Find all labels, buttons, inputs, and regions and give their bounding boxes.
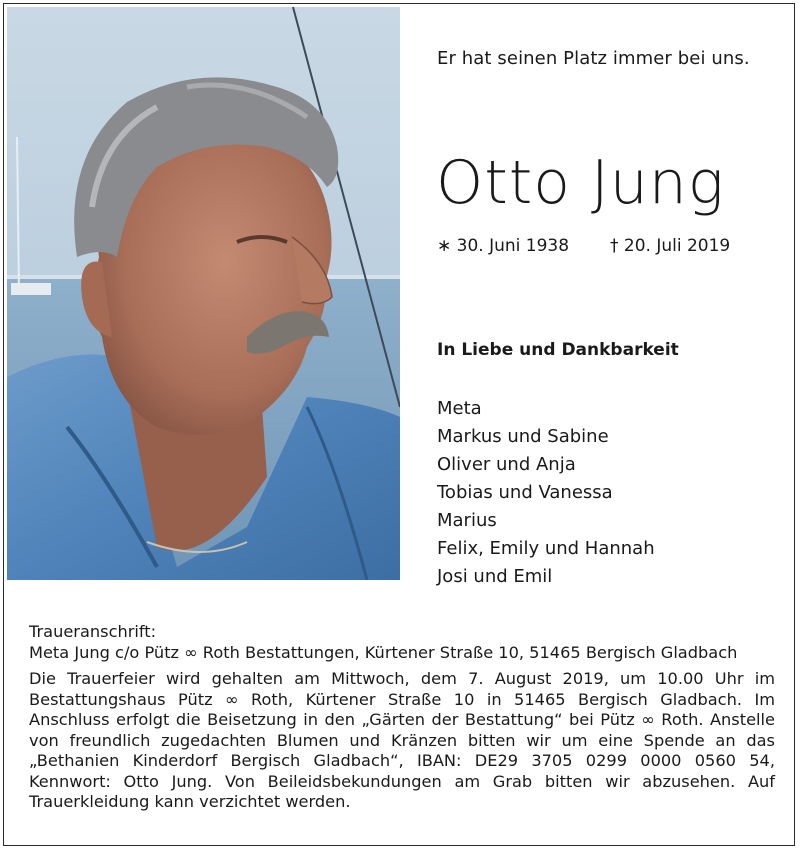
address: Meta Jung c/o Pütz ∞ Roth Bestattungen, Kürtener Straße 10, 51465 Bergisch Gladbach xyxy=(29,642,738,662)
ceremony-text: Die Trauerfeier wird gehalten am Mittwoch, dem 7. August 2019, um 10.00 Uhr im Bestattungshaus Pütz ∞ Roth, Kürtener Straße 10 in 51465 Bergisch Gladbach. Im Anschluss erfolgt die Beisetzung in den „Gärten der Bestattung“ bei Pütz ∞ Roth. Anstelle von freundlich zugedachten Blumen und Kränzen bitten wir um eine Spende an das „Bethanien Kinderdorf Bergisch Gladbach“, IBAN: DE29 3705 0299 0000 0560 54, Kennwort: Otto Jung. Von Beileidsbekundungen am Grab bitten wir abzusehen. Auf Trauerkleidung kann verzichtet werden. xyxy=(29,669,775,811)
portrait-illustration xyxy=(7,7,400,580)
motto: Er hat seinen Platz immer bei uns. xyxy=(437,48,750,69)
family-member: Meta xyxy=(437,398,482,419)
family-member: Oliver und Anja xyxy=(437,454,576,475)
family-member: Josi und Emil xyxy=(437,566,553,587)
dedication: In Liebe und Dankbarkeit xyxy=(437,340,679,360)
birth-date: ∗ 30. Juni 1938 xyxy=(437,236,570,256)
family-member: Marius xyxy=(437,510,497,531)
portrait-photo xyxy=(7,7,400,580)
family-member: Tobias und Vanessa xyxy=(437,482,613,503)
family-list xyxy=(437,395,655,591)
family-member: Markus und Sabine xyxy=(437,426,609,447)
deceased-name: Otto Jung xyxy=(436,148,725,218)
funeral-details xyxy=(29,622,775,813)
family-member: Felix, Emily und Hannah xyxy=(437,538,655,559)
address-label: Traueranschrift: xyxy=(29,622,157,641)
death-date: † 20. Juli 2019 xyxy=(610,236,731,256)
